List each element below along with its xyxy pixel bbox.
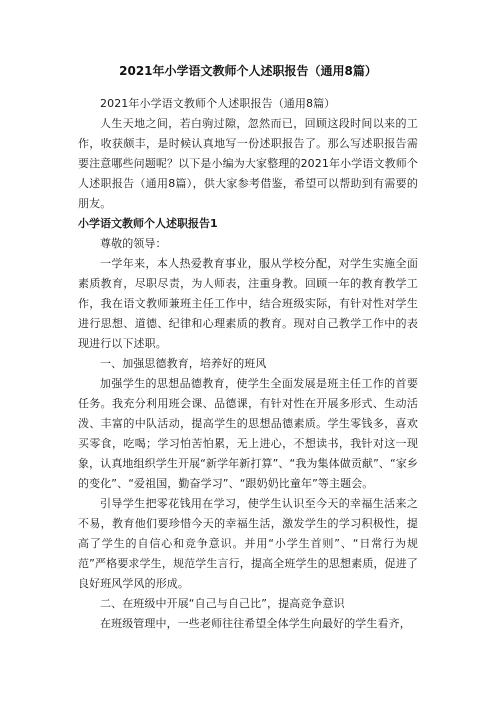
paragraph-1: 一学年来，本人热爱教育事业，服从学校分配，对学生实施全面素质教育，尽职尽责，为人师表，注重身教。回顾一年的教育教学工作，我在语文教师兼班主任工作中，结合班级实际，有针对性对学生进行思想、道德、纪律和心理素质的教育。现对自己教学工作中的表现进行以下述职。: [78, 257, 418, 350]
point-2-body: 在班级管理中，一些老师往往希望全体学生向最好的学生看齐，: [100, 617, 411, 630]
section-heading: 小学语文教师个人述职报告1: [78, 217, 218, 230]
point-1-body: 加强学生的思想品德教育，使学生全面发展是班主任工作的首要任务。我充分利用班会课、品德课，有针对性在开展多形式、生动活泼、丰富的中队活动，提高学生的思想品德素质。学生零钱多，喜欢买零食，吃喝；学习怕苦怕累，无上进心，不想读书，我针对这一现象，认真地组织学生开展“新学年新打算”、“我为集体做贡献”、“家乡的变化”、“爱祖国，勤奋学习”、“跟奶奶比童年”等主题会。: [78, 377, 418, 490]
document-subtitle: 2021年小学语文教师个人述职报告（通用8篇）: [100, 97, 336, 110]
greeting: 尊敬的领导：: [100, 237, 167, 250]
point-1-title: 一、加强思德教育，培养好的班风: [100, 357, 267, 370]
intro-paragraph: 人生天地之间，若白驹过隙，忽然而已，回顾这段时间以来的工作，收获颇丰，是时候认真地写一份述职报告了。那么写述职报告需要注意哪些问题呢？以下是小编为大家整理的2021年小学语文教师个人述职报告（通用8篇），供大家参考借鉴，希望可以帮助到有需要的朋友。: [78, 117, 418, 210]
point-1-body-2: 引导学生把零花钱用在学习，使学生认识至今天的幸福生活来之不易，教育他们要珍惜今天的幸福生活，激发学生的学习积极性，提高了学生的自信心和竞争意识。并用“小学生首则”、“日常行为规范”严格要求学生，规范学生言行，提高全班学生的思想素质，促进了良好班风学风的形成。: [78, 497, 418, 590]
point-2-title: 二、在班级中开展“自己与自己比”，提高竞争意识: [100, 597, 345, 610]
document-title: 2021年小学语文教师个人述职报告（通用8篇）: [119, 64, 377, 78]
